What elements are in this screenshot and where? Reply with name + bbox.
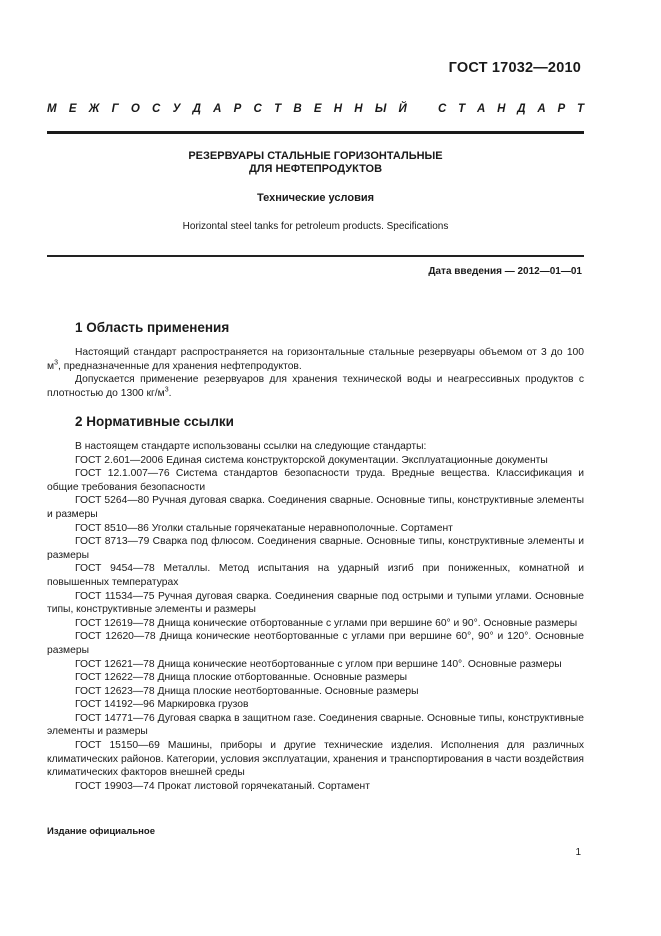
reference-code: ГОСТ 11534—75 — [75, 590, 155, 602]
document-number: ГОСТ 17032—2010 — [448, 60, 581, 76]
reference-item — [47, 658, 584, 672]
banner-letter: С — [152, 103, 161, 115]
title-line-2: ДЛЯ НЕФТЕПРОДУКТОВ — [248, 163, 383, 175]
reference-item — [47, 562, 584, 589]
paragraph-text: , предназначенные для хранения нефтепродуктов. — [58, 360, 302, 372]
banner-letter: С — [438, 103, 447, 115]
reference-code: ГОСТ 15150—69 — [75, 740, 160, 752]
reference-code: ГОСТ 12619—78 — [75, 617, 155, 629]
reference-item — [47, 739, 584, 780]
top-divider — [47, 131, 584, 134]
section-1-heading: 1 Область применения — [75, 320, 230, 335]
reference-title: Машины, приборы и другие технические изделия. Исполнения для различных климатических районов. Категории, условия эксплуатации, хранения и транспортирования в части воздействия климатических факторов внешней среды — [47, 740, 584, 779]
reference-code: ГОСТ 19903—74 — [75, 780, 155, 792]
standard-type-word-1 — [47, 103, 407, 115]
standard-type-word-2 — [438, 103, 584, 115]
banner-letter: М — [47, 103, 57, 115]
reference-item — [47, 467, 584, 494]
banner-letter: В — [293, 103, 302, 115]
reference-code: ГОСТ 12622—78 — [75, 672, 155, 684]
references-list — [47, 454, 584, 794]
banner-letter: Г — [111, 103, 119, 115]
banner-letter: Ж — [88, 103, 100, 115]
reference-code: ГОСТ 14771—76 — [75, 712, 155, 724]
banner-letter: Н — [333, 103, 343, 115]
reference-code: ГОСТ 12.1.007—76 — [75, 468, 170, 480]
reference-code: ГОСТ 5264—80 — [75, 495, 150, 507]
reference-code: ГОСТ 12623—78 — [75, 685, 155, 697]
banner-letter: Е — [68, 103, 77, 115]
reference-item — [47, 712, 584, 739]
banner-letter: Т — [576, 103, 584, 115]
reference-title: Днища плоские отбортованные. Основные размеры — [157, 672, 408, 684]
reference-title: Уголки стальные горячекатаные неравнополочные. Сортамент — [151, 522, 453, 534]
reference-item — [47, 494, 584, 521]
reference-item — [47, 685, 584, 699]
banner-letter: Р — [233, 103, 242, 115]
banner-letter: Т — [274, 103, 282, 115]
reference-title: Металлы. Метод испытания на ударный изгиб при пониженных, комнатной и повышенных температурах — [47, 563, 584, 588]
introduction-date: Дата введения — 2012—01—01 — [428, 266, 582, 277]
banner-letter: Д — [192, 103, 201, 115]
references-intro: В настоящем стандарте использованы ссылки на следующие стандарты: — [75, 441, 427, 452]
paragraph-text: Настоящий стандарт распространяется на горизонтальные стальные резервуары объемом от 3 до 100 м — [47, 347, 584, 372]
banner-letter: А — [476, 103, 486, 115]
reference-title: Прокат листовой горячекатаный. Сортамент — [157, 780, 370, 792]
english-title: Horizontal steel tanks for petroleum products. Specifications — [182, 221, 449, 232]
reference-code: ГОСТ 9454—78 — [75, 563, 155, 575]
reference-title: Дуговая сварка в защитном газе. Соединения сварные. Основные типы, конструктивные элементы и размеры — [47, 712, 584, 738]
title-line-1: РЕЗЕРВУАРЫ СТАЛЬНЫЕ ГОРИЗОНТАЛЬНЫЕ — [188, 150, 443, 162]
reference-title: Днища конические отбортованные с углами при вершине 60° и 90°. Основные размеры — [157, 617, 578, 629]
reference-title: Днища конические неотбортованные с углом при вершине 140°. Основные размеры — [157, 658, 562, 670]
reference-title: Единая система конструкторской документации. Эксплуатационные документы — [166, 454, 548, 466]
reference-title: Система стандартов безопасности труда. Вредные вещества. Классификация и общие требования безопасности — [47, 468, 584, 493]
banner-letter: А — [213, 103, 222, 115]
title-divider — [47, 255, 584, 257]
reference-title: Днища конические неотбортованные с углами при вершине 60°, 90° и 120°. Основные размеры — [47, 631, 584, 656]
reference-code: ГОСТ 12621—78 — [75, 658, 155, 670]
page-number: 1 — [575, 847, 581, 858]
reference-title: Ручная дуговая сварка. Соединения сварные под острыми и тупыми углами. Основные типы, конструктивные элементы и размеры — [47, 590, 584, 616]
document-subtitle: Технические условия — [256, 192, 375, 204]
section-1-paragraph-2 — [47, 373, 584, 400]
banner-letter: Н — [354, 103, 363, 115]
banner-letter: С — [253, 103, 262, 115]
reference-item — [47, 671, 584, 685]
superscript: 3 — [54, 359, 58, 367]
reference-item — [47, 617, 584, 631]
reference-code: ГОСТ 8713—79 — [75, 536, 150, 548]
reference-code: ГОСТ 2.601—2006 — [75, 454, 164, 466]
reference-item — [47, 698, 584, 712]
banner-letter: Ы — [374, 103, 387, 115]
edition-note: Издание официальное — [47, 826, 155, 837]
superscript: 3 — [164, 386, 169, 394]
section-2-heading: 2 Нормативные ссылки — [75, 414, 234, 429]
banner-letter: Р — [557, 103, 566, 115]
banner-letter: Т — [458, 103, 466, 115]
paragraph-text: Допускается применение резервуаров для хранения технической воды и неагрессивных продуктов с плотностью до 1300 кг/м — [47, 374, 584, 399]
banner-letter: Н — [497, 103, 506, 115]
reference-item — [47, 630, 584, 657]
paragraph-text: . — [168, 387, 172, 399]
reference-item — [47, 780, 584, 794]
banner-letter: Й — [398, 103, 407, 115]
banner-letter: Д — [517, 103, 526, 115]
reference-item — [47, 454, 584, 468]
banner-letter: А — [537, 103, 546, 115]
normative-references — [47, 440, 584, 793]
reference-code: ГОСТ 12620—78 — [75, 631, 156, 643]
reference-item — [47, 535, 584, 562]
reference-title: Сварка под флюсом. Соединения сварные. Основные типы, конструктивные элементы и размеры — [47, 536, 584, 561]
section-1-paragraph-1 — [47, 346, 584, 373]
reference-title: Днища плоские неотбортованные. Основные размеры — [157, 685, 419, 697]
reference-item — [47, 522, 584, 536]
document-title — [47, 150, 584, 176]
reference-title: Маркировка грузов — [157, 699, 249, 711]
banner-letter: О — [130, 103, 140, 115]
banner-letter: У — [172, 103, 181, 115]
standard-type-banner — [47, 103, 584, 115]
reference-code: ГОСТ 8510—86 — [75, 522, 149, 534]
banner-letter: Е — [313, 103, 322, 115]
reference-item — [47, 590, 584, 617]
reference-code: ГОСТ 14192—96 — [75, 699, 155, 711]
reference-title: Ручная дуговая сварка. Соединения сварные. Основные типы, конструктивные элементы и размеры — [47, 495, 584, 520]
